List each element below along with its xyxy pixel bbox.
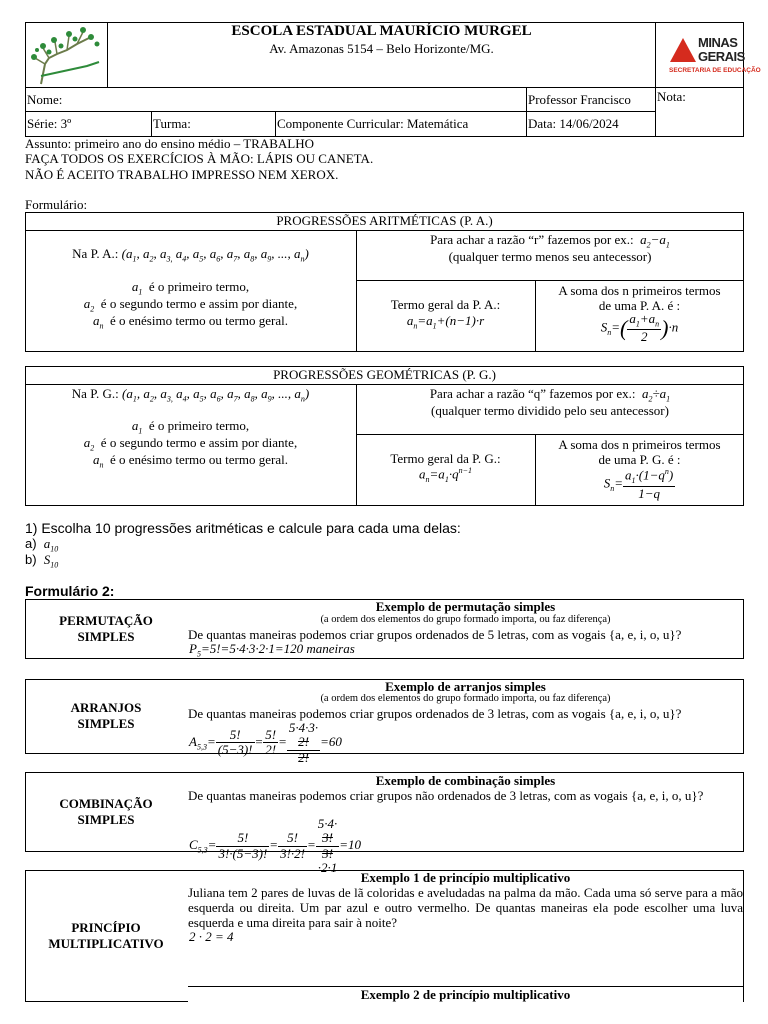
pa-sum-label-1: A soma dos n primeiros termos (558, 283, 721, 298)
pa-seq: ($a_1$, $a_2$, $a_{3,}$ $a_4$, $a_5$, $a_6$, $a_7$, $a_8$, $a_9$, ..., $a_n$) (121, 246, 309, 264)
pg-seq: ($a_1$, $a_2$, $a_{3,}$ $a_4$, $a_5$, $a_6$, $a_7$, $a_8$, $a_9$, ..., $a_n$) (122, 386, 310, 404)
instruction-line-3: NÃO É ACEITO TRABALHO IMPRESSO NEM XEROX. (25, 167, 339, 182)
pg-intro: Na P. G.: (71, 386, 119, 401)
principio-example-2-title: Exemplo 2 de princípio multiplicativo (360, 987, 571, 1002)
assunto-text: Assunto: primeiro ano do ensino médio – TRABALHO (25, 136, 314, 151)
logo-text-gerais: GERAIS (698, 49, 745, 64)
header-vline-comp (275, 111, 276, 137)
exercise-1-text: 1) Escolha 10 progressões aritméticas e calcule para cada uma delas: (25, 520, 461, 536)
permutacao-title: Exemplo de permutação simples (375, 599, 556, 614)
pg-sum-label-1: A soma dos n primeiros termos (558, 437, 721, 452)
pg-general-formula: $a_n=a_1\cdot q^{n-1}$ (419, 466, 472, 484)
principio-example-1-formula: 2 · 2 = 4 (189, 929, 234, 944)
combinacao-name: COMBINAÇÃO SIMPLES (59, 796, 153, 827)
pa-line-title (25, 230, 744, 231)
pg-ratio-note: (qualquer termo dividido pelo seu antecessor) (431, 403, 669, 418)
pa-ratio-note: (qualquer termo menos seu antecessor) (448, 249, 652, 264)
permutacao-name: PERMUTAÇÃO SIMPLES (59, 613, 153, 644)
pa-general-formula: $a_n=a_1+(n-1)\cdot r$ (406, 313, 485, 331)
exercise-1-a: a) $a_{10}$ (25, 536, 59, 554)
minas-gerais-logo-icon (668, 36, 698, 64)
header-vline-prof (526, 87, 527, 137)
arranjos-formula: $A_{5,3}=$ $\frac{5!}{(5-3)!}$ = $\frac{5!}{2!}$ = 5·4·3· 2! 2! =60 (189, 720, 342, 765)
pg-line-title (25, 384, 744, 385)
header-vline-turma (151, 111, 152, 137)
pg-first-term: $a_1$ é o primeiro termo, (131, 418, 250, 436)
pa-sum-label-2: de uma P. A. é : (598, 298, 681, 313)
school-tree-logo (27, 24, 107, 86)
pg-nth-term: $a_n$ é o enésimo termo ou termo geral. (93, 452, 288, 470)
pa-hline-right (356, 280, 744, 281)
school-address: Av. Amazonas 5154 – Belo Horizonte/MG. (269, 41, 494, 56)
pa-first-term: $a_1$ é o primeiro termo, (131, 279, 250, 297)
instruction-line-2: FAÇA TODOS OS EXERCÍCIOS À MÃO: LÁPIS OU CANETA. (25, 151, 374, 166)
pa-intro: Na P. A.: (72, 246, 119, 261)
logo-text-secretaria: SECRETARIA DE EDUCAÇÃO (669, 67, 761, 74)
pa-nth-term: $a_n$ é o enésimo termo ou termo geral. (93, 313, 288, 331)
principio-bottom-line (25, 1001, 188, 1002)
permutacao-formula: $P_5=5!=5\cdot 4\cdot 3\cdot 2\cdot 1=120$ maneiras (189, 641, 355, 659)
formulario-label: Formulário: (25, 197, 88, 212)
nome-label: Nome: (27, 92, 63, 107)
pg-title: PROGRESSÕES GEOMÉTRICAS (P. G.) (273, 367, 496, 382)
logo-text-minas: MINAS (698, 35, 738, 50)
principio-example-1-text: Juliana tem 2 pares de luvas de lã coloridas e aveludadas na palma da mão. Cada uma só serve para a mão esquerda ou direita. Um par azul e outro vermelho. De quantas maneiras ela pode escolher uma luva esquerda e uma direita para sair à noite? (188, 885, 743, 930)
pg-sum-formula: $S_n=$ $\frac{a_1\cdot(1-q^n)}{1-q}$ (603, 467, 674, 501)
pg-general-label: Termo geral da P. G.: (390, 451, 501, 466)
turma-label: Turma: (153, 116, 191, 131)
combinacao-formula: $C_{5,3}=$ $\frac{5!}{3!\cdot(5-3)!}$ = $\frac{5!}{3!\cdot 2!}$ = 5·4· 3! 3! ·2·1 =10 (189, 816, 362, 875)
permutacao-note: (a ordem dos elementos do grupo formado importa, ou faz diferença) (320, 614, 611, 625)
formulario-2-title: Formulário 2: (25, 583, 115, 599)
pg-sequence (25, 386, 356, 404)
pa-title: PROGRESSÕES ARITMÉTICAS (P. A.) (276, 213, 493, 228)
arranjos-note: (a ordem dos elementos do grupo formado importa, ou faz diferença) (320, 693, 611, 704)
pa-sum-formula: $S_n=$( $\frac{a_1+a_n}{2}$ )·n (600, 311, 679, 345)
arranjos-title: Exemplo de arranjos simples (385, 679, 546, 694)
serie-label: Série: 3º (27, 116, 72, 131)
header-state-logo-cell (655, 22, 761, 87)
pg-sum-label-2: de uma P. G. é : (598, 452, 681, 467)
header-vline-nota (655, 87, 656, 137)
pg-second-term: $a_2$ é o segundo termo e assim por diante, (83, 435, 298, 453)
data-label: Data: 14/06/2024 (528, 116, 619, 131)
header-line-2 (25, 111, 655, 112)
combinacao-title: Exemplo de combinação simples (375, 773, 556, 788)
componente-label: Componente Curricular: Matemática (277, 116, 469, 131)
school-title: ESCOLA ESTADUAL MAURÍCIO MURGEL (231, 23, 532, 39)
arranjos-question: De quantas maneiras podemos criar grupos ordenados de 3 letras, com as vogais {a, e, i, o, u}? (188, 706, 682, 721)
pa-second-term: $a_2$ é o segundo termo e assim por diante, (83, 296, 298, 314)
principio-example-1-title: Exemplo 1 de princípio multiplicativo (360, 870, 571, 885)
pa-sequence (25, 246, 356, 264)
pa-ratio-text: Para achar a razão “r” fazemos por ex.: $a_2-a_1$ (430, 232, 670, 250)
arranjos-name: ARRANJOS SIMPLES (70, 700, 142, 731)
pa-general-label: Termo geral da P. A.: (390, 297, 501, 312)
principio-name: PRINCÍPIO MULTIPLICATIVO (48, 920, 164, 951)
nota-label: Nota: (657, 89, 686, 104)
combinacao-question: De quantas maneiras podemos criar grupos não ordenados de 3 letras, com as vogais {a, e, i, o, u}? (188, 788, 704, 803)
permutacao-question: De quantas maneiras podemos criar grupos ordenados de 5 letras, com as vogais {a, e, i, o, u}? (188, 627, 682, 642)
header-line-1 (25, 87, 744, 88)
professor-name: Professor Francisco (528, 92, 631, 107)
header-logo-cell (25, 22, 108, 87)
exercise-1-b: b) $S_{10}$ (25, 552, 59, 570)
pg-hline-right (356, 434, 744, 435)
pg-ratio-text: Para achar a razão “q” fazemos por ex.: $a_2\div a_1$ (429, 386, 671, 404)
